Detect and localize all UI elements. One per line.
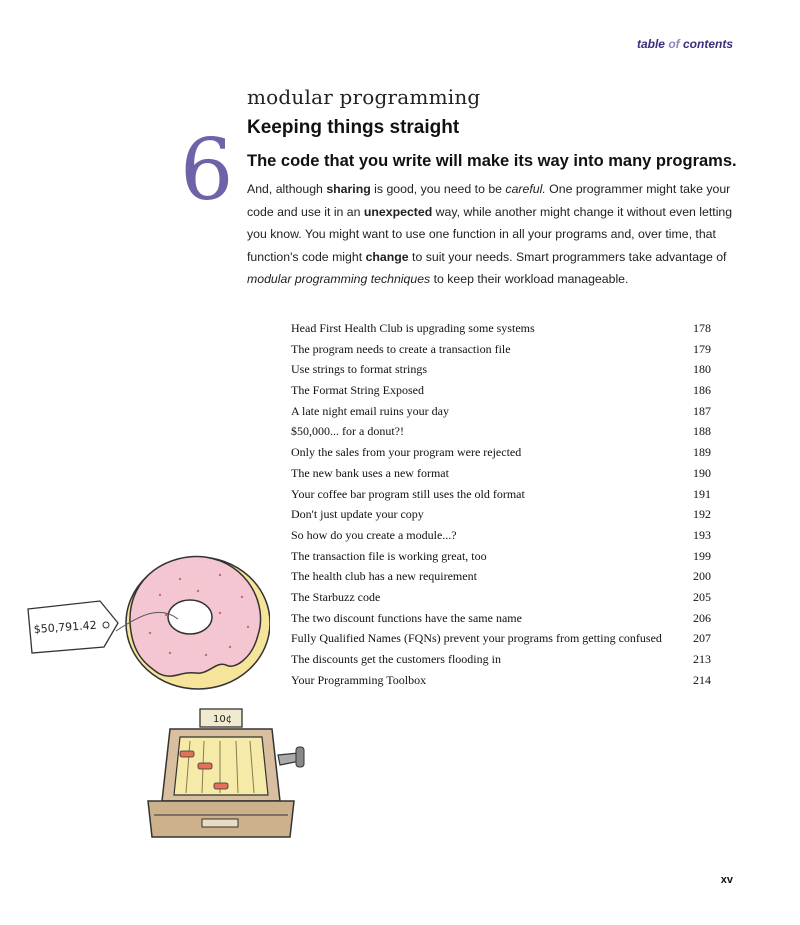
intro-text: One programmer might take your code and use it in an: [247, 182, 731, 219]
toc-entry-title: Fully Qualified Names (FQNs) prevent your programs from getting confused: [291, 631, 662, 646]
toc-entry-title: Your coffee bar program still uses the old format: [291, 486, 525, 501]
toc-entry-title: Use strings to format strings: [291, 362, 427, 377]
toc-entry[interactable]: [291, 359, 711, 380]
toc-entry-title: The program needs to create a transaction file: [291, 341, 511, 356]
intro-text: And, although: [247, 182, 327, 196]
page-number: xv: [720, 874, 733, 886]
toc-entry-title: The Format String Exposed: [291, 383, 424, 398]
toc-entry[interactable]: [291, 670, 711, 691]
toc-entry[interactable]: [291, 484, 711, 505]
donut-illustration: [20, 535, 270, 705]
cash-register-illustration: [140, 705, 315, 850]
price-tag-text: $50,791.42: [33, 618, 98, 636]
intro-bold: unexpected: [363, 204, 433, 219]
toc-entry-page: 178: [693, 321, 711, 335]
intro-text: way, while another might change it without even letting you know. You might want to use one function in all your programs and, over time, that function's code might: [247, 204, 733, 264]
toc-entry-title: Your Programming Toolbox: [291, 672, 427, 687]
toc-entry[interactable]: [291, 525, 711, 546]
toc-entry[interactable]: [291, 546, 711, 567]
toc-entry[interactable]: [291, 566, 711, 587]
toc-entry-title: The transaction file is working great, too: [291, 548, 487, 563]
toc-entry-page: 179: [693, 341, 711, 356]
chapter-intro: [247, 178, 747, 291]
intro-text: to keep their workload manageable.: [430, 272, 629, 286]
toc-entry-page: 213: [693, 652, 711, 666]
register-display-text: 10¢: [213, 714, 233, 725]
price-tag: [28, 601, 118, 653]
header-of: of: [668, 37, 680, 51]
toc-entry-page: 189: [693, 445, 711, 460]
toc-entry[interactable]: [291, 401, 711, 422]
toc-entry[interactable]: [291, 587, 711, 608]
toc-entry-page: 207: [693, 631, 711, 646]
toc-entry-title: The discounts get the customers flooding in: [291, 652, 501, 666]
toc-entry-title: So how do you create a module...?: [291, 527, 457, 542]
toc-entry-page: 186: [693, 383, 711, 398]
toc-list: [291, 318, 711, 690]
toc-entry-title: Head First Health Club is upgrading some systems: [291, 321, 535, 335]
header-prefix: table: [636, 37, 665, 51]
toc-entry-page: 205: [693, 589, 711, 604]
toc-entry-page: 199: [693, 548, 711, 563]
toc-entry[interactable]: [291, 608, 711, 629]
toc-entry[interactable]: [291, 628, 711, 649]
toc-entry[interactable]: [291, 380, 711, 401]
toc-entry-title: Only the sales from your program were rejected: [291, 445, 522, 460]
toc-entry-title: Don't just update your copy: [291, 507, 424, 522]
chapter-subtitle: modular programming: [247, 85, 481, 109]
chapter-title: Keeping things straight: [247, 117, 460, 138]
intro-text: is good, you need to be: [370, 182, 506, 196]
toc-entry-page: 190: [693, 465, 711, 480]
toc-entry-page: 200: [693, 569, 711, 584]
running-header: [637, 37, 733, 51]
toc-entry[interactable]: [291, 649, 711, 670]
toc-entry[interactable]: [291, 339, 711, 360]
toc-entry-page: 187: [693, 403, 711, 418]
toc-entry-title: A late night email ruins your day: [291, 403, 449, 418]
toc-entry-page: 180: [693, 362, 711, 377]
toc-entry[interactable]: [291, 421, 711, 442]
intro-bold: sharing: [326, 182, 371, 196]
toc-entry[interactable]: [291, 504, 711, 525]
intro-italic: modular programming techniques: [247, 272, 431, 286]
intro-italic: careful.: [505, 182, 546, 196]
toc-entry[interactable]: [291, 318, 711, 339]
header-suffix: contents: [682, 37, 733, 51]
toc-entry[interactable]: [291, 463, 711, 484]
toc-entry-page: 188: [693, 424, 711, 439]
toc-entry-title: The new bank uses a new format: [291, 465, 449, 480]
intro-text: to suit your needs. Smart programmers take advantage of: [408, 249, 727, 264]
chapter-number: 6: [180, 121, 234, 219]
toc-entry-page: 206: [693, 610, 711, 625]
toc-entry-title: The health club has a new requirement: [291, 569, 477, 584]
toc-entry-title: $50,000... for a donut?!: [291, 424, 404, 439]
intro-bold: change: [365, 249, 409, 264]
toc-entry-page: 192: [693, 507, 711, 522]
toc-entry-page: 191: [693, 486, 711, 501]
toc-entry[interactable]: [291, 442, 711, 463]
chapter-lead: The code that you write will make its way into many programs.: [247, 152, 737, 170]
toc-entry-page: 193: [693, 527, 711, 542]
toc-entry-page: 214: [693, 672, 711, 687]
toc-entry-title: The two discount functions have the same name: [291, 610, 522, 625]
toc-entry-title: The Starbuzz code: [291, 589, 381, 604]
